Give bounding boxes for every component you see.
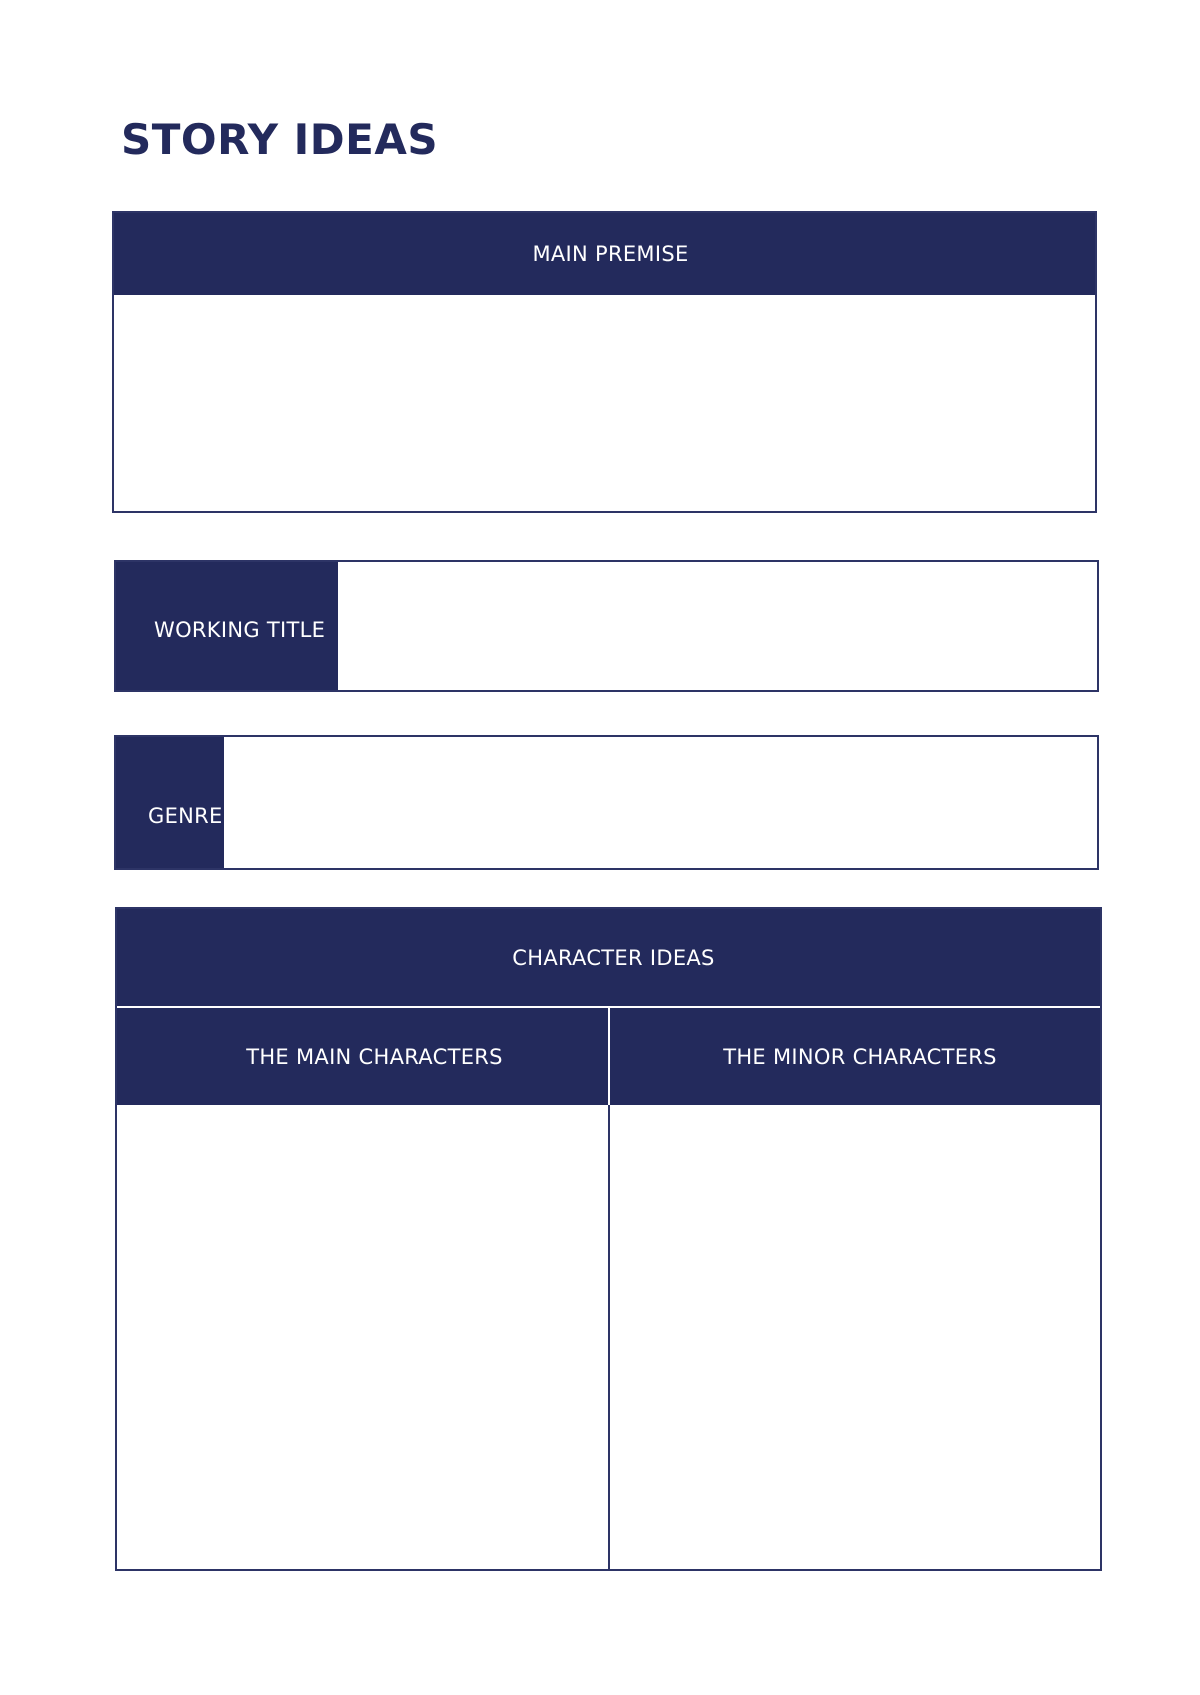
main-premise-label: MAIN PREMISE <box>532 242 689 266</box>
character-ideas-section <box>115 907 1102 1571</box>
column-divider <box>608 1105 610 1569</box>
minor-characters-header <box>610 1008 1100 1105</box>
main-characters-label: THE MAIN CHARACTERS <box>246 1044 503 1069</box>
genre-label: GENRE <box>148 803 223 828</box>
character-ideas-label: CHARACTER IDEAS <box>512 945 715 970</box>
working-title-label: WORKING TITLE <box>154 618 326 642</box>
genre-section <box>114 735 1099 870</box>
character-ideas-header <box>117 909 1100 1006</box>
working-title-label-cell <box>116 562 338 690</box>
minor-characters-label: THE MINOR CHARACTERS <box>723 1044 997 1069</box>
main-premise-header <box>114 213 1095 295</box>
main-premise-section <box>112 211 1097 513</box>
page-title: STORY IDEAS <box>121 115 439 164</box>
main-characters-header <box>117 1008 608 1105</box>
working-title-section <box>114 560 1099 692</box>
genre-label-cell <box>116 737 224 868</box>
